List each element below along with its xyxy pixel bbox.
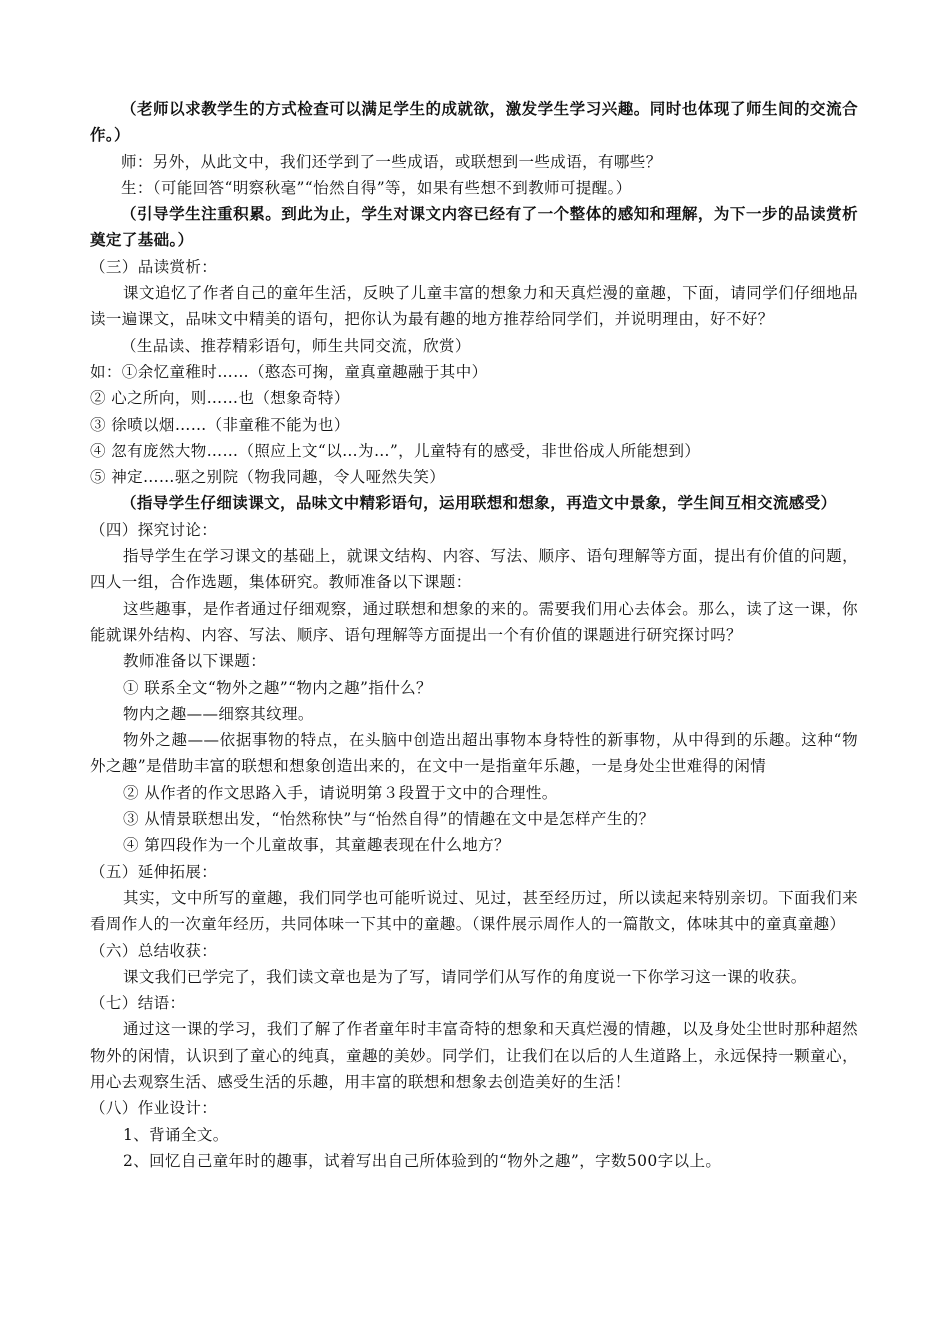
section-7-heading: （七）结语： [90, 994, 186, 1013]
example-5: ⑤ 神定……驱之别院（物我同趣，令人哑然失笑） [90, 468, 446, 487]
document-page [90, 96, 858, 1174]
homework-1: 1、背诵全文。 [123, 1125, 229, 1144]
bold-note-1: （老师以求教学生的方式检查可以满足学生的成就欲，激发学生学习兴趣。同时也体现了师生间的交流合作。） [90, 99, 858, 145]
section-4-paragraph-2: 这些趣事，是作者通过仔细观察，通过联想和想象的来的。需要我们用心去体会。那么，读了这一课，你能就课外结构、内容、写法、顺序、语句理解等方面提出一个有价值的课题进行研究探讨吗？ [90, 599, 858, 644]
topic-2: ② 从作者的作文思路入手，请说明第３段置于文中的合理性。 [123, 783, 558, 802]
student-line: 生：（可能回答“明察秋毫”“怡然自得”等，如果有些想不到教师可提醒。） [121, 178, 632, 197]
section-7-paragraph: 通过这一课的学习，我们了解了作者童年时丰富奇特的想象和天真烂漫的情趣，以及身处尘世时那种超然物外的闲情，认识到了童心的纯真，童趣的美妙。同学们，让我们在以后的人生道路上，永远保持一颗童心，用心去观察生活、感受生活的乐趣，用丰富的联想和想象去创造美好的生活！ [90, 1020, 858, 1091]
example-3: ③ 徐喷以烟……（非童稚不能为也） [90, 415, 350, 434]
topic-1-answer-a: 物内之趣——细察其纹理。 [123, 704, 314, 723]
homework-2: 2、回忆自己童年时的趣事，试着写出自己所体验到的“物外之趣”，字数500字以上。 [123, 1151, 722, 1170]
topic-1: ① 联系全文“物外之趣”“物内之趣”指什么？ [123, 678, 432, 697]
bold-note-3: （指导学生仔细读课文，品味文中精彩语句，运用联想和想象，再造文中景象，学生间互相交流感受） [121, 493, 837, 513]
example-4: ④ 忽有庞然大物……（照应上文“以…为…”，儿童特有的感受，非世俗成人所能想到） [90, 441, 701, 460]
example-2: ② 心之所向，则……也（想象奇特） [90, 389, 350, 408]
topic-4: ④ 第四段作为一个儿童故事，其童趣表现在什么地方？ [123, 836, 510, 855]
section-8-heading: （八）作业设计： [90, 1099, 218, 1118]
bold-note-2: （引导学生注重积累。到此为止，学生对课文内容已经有了一个整体的感知和理解，为下一步的品读赏析奠定了基础。） [90, 204, 858, 250]
example-1: 如：①余忆童稚时……（憨态可掬，童真童趣融于其中） [90, 362, 488, 381]
section-4-heading: （四）探究讨论： [90, 520, 218, 539]
section-5-heading: （五）延伸拓展： [90, 862, 218, 881]
section-3-note: （生品读、推荐精彩语句，师生共同交流，欣赏） [121, 336, 471, 355]
section-6-heading: （六）总结收获： [90, 941, 218, 960]
section-3-paragraph: 课文追忆了作者自己的童年生活，反映了儿童丰富的想象力和天真烂漫的童趣，下面，请同学们仔细地品读一遍课文，品味文中精美的语句，把你认为最有趣的地方推荐给同学们，并说明理由，好不好？ [90, 284, 858, 329]
section-3-heading: （三）品读赏析： [90, 257, 218, 276]
teacher-line: 师：另外，从此文中，我们还学到了一些成语，或联想到一些成语，有哪些？ [121, 152, 662, 171]
section-4-paragraph-1: 指导学生在学习课文的基础上，就课文结构、内容、写法、顺序、语句理解等方面，提出有价值的问题， 四人一组，合作选题，集体研究。教师准备以下课题： [90, 547, 858, 592]
topic-3: ③ 从情景联想出发，“怡然称快”与“怡然自得”的情趣在文中是怎样产生的？ [123, 810, 655, 829]
section-5-paragraph: 其实，文中所写的童趣，我们同学也可能听说过、见过，甚至经历过，所以读起来特别亲切。下面我们来看周作人的一次童年经历，共同体味一下其中的童趣。（课件展示周作人的一篇散文，体味其中的童真童趣） [90, 888, 858, 934]
section-6-paragraph: 课文我们已学完了，我们读文章也是为了写，请同学们从写作的角度说一下你学习这一课的收获。 [123, 967, 807, 986]
topics-intro: 教师准备以下课题： [123, 652, 267, 671]
topic-1-answer-b: 物外之趣——依据事物的特点，在头脑中创造出超出事物本身特性的新事物，从中得到的乐趣。这种“物外之趣”是借助丰富的联想和想象创造出来的，在文中一是指童年乐趣，一是身处尘世难得的闲情 [90, 731, 858, 776]
